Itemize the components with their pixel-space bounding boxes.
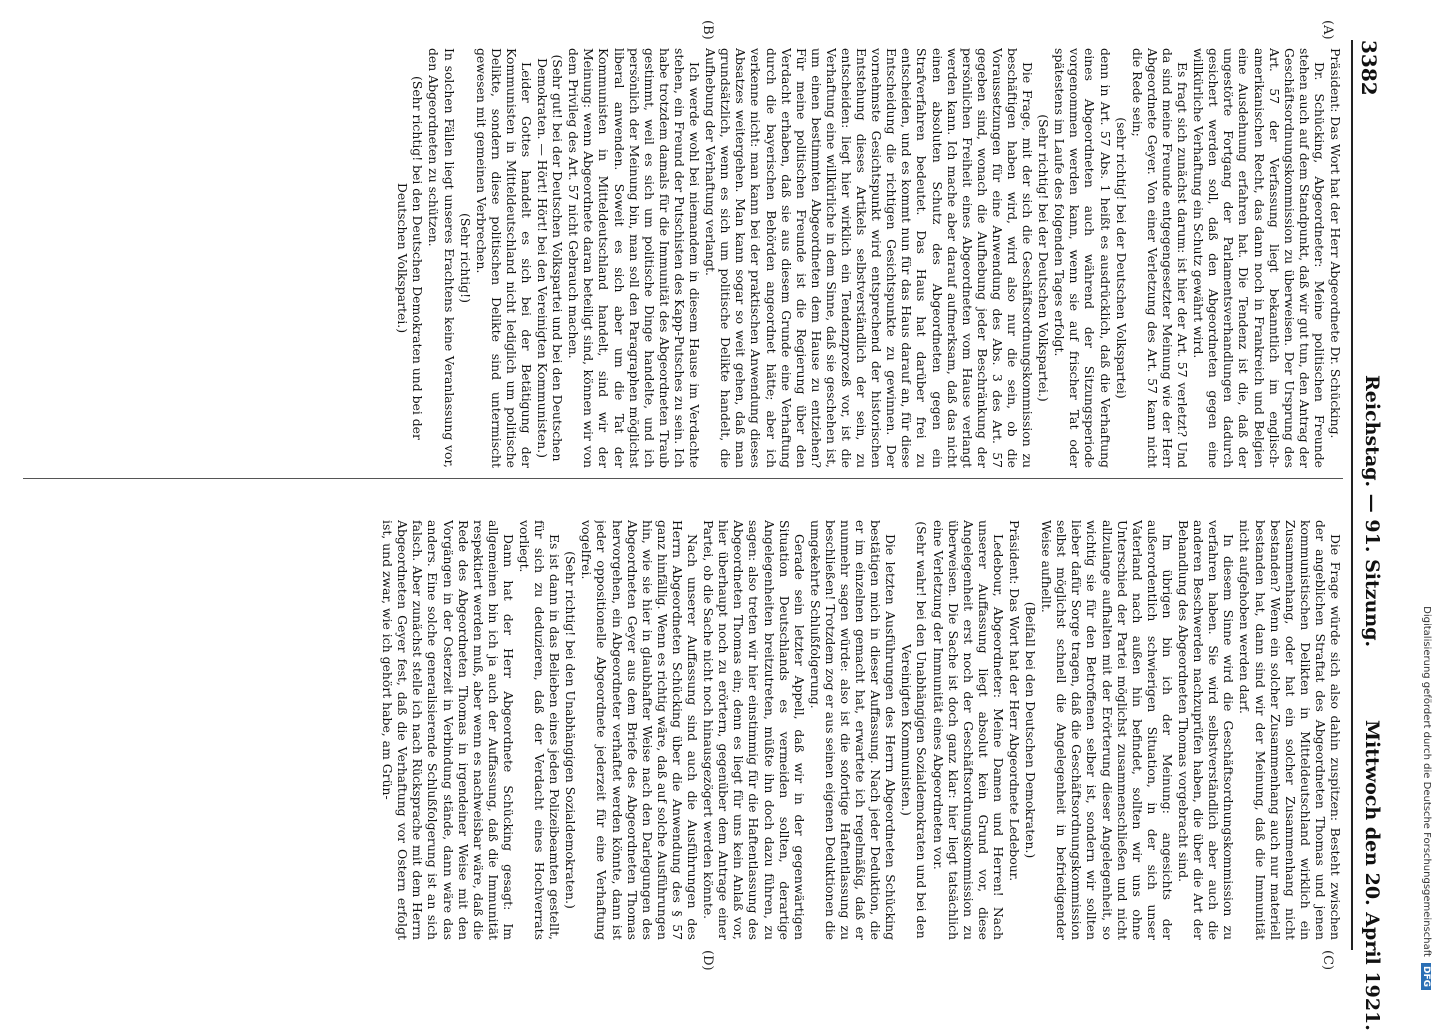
interjection: (Beifall bei den Deutschen Demokraten.) [1023,601,1039,859]
paragraph: Ich werde wohl bei niemandem in diesem Hause im Verdachte stehen, ein Freund der Putschisten des Kapp-Putsches zu sein. Ich habe trotzdem damals für die Immunität des Abgeordneten Traub gestimmt, weil es sich um politische Dinge handelte, und ich persönlich der Meinung bin, man soll den Paragraphen möglichst liberal anwenden. Soweit es sich aber um die Tat der Kommunisten in Mitteldeutschland handelt, sind wir der Meinung: wenn Abgeordnete daran beteiligt sind, können wir von dem Privileg des Art. 57 nicht Gebrauch machen. [566,48,703,468]
session-title: Reichstag. — 91. Sitzung. [1361,375,1383,648]
margin-marker-c: (C) [1320,950,1335,971]
paragraph: Gerade sein letzter Appell, daß wir in der gegenwärtigen Situation Deutschlands es vermeiden sollten, derartige Angelegenheiten breitzutreten, müßte ihn doch dazu führen, zu sagen: also treten wir hier einstimmig für die Haftentlassung des Abgeordneten Thomas ein; denn es liegt für uns kein Anlaß vor, hier überhaupt noch zu erörtern, gegenüber dem Antrage einer Partei, ob die Sache nicht noch hinausgezögert werden könnte. [701,520,807,940]
header-rule [1351,40,1353,950]
left-column [23,48,1343,468]
interjection: (Sehr richtig!) [457,213,473,303]
paragraph: denn in Art. 57 Abs. 1 heißt es ausdrücklich, daß die Verhaftung eines Abgeordneten auch während der Sitzungsperiode vorgenommen werden kann, wenn sie auf frischer Tat oder spätestens im Laufe des folgenden Tages erfolgt. [1052,48,1113,468]
paragraph: Im übrigen bin ich der Meinung: angesichts der außerordentlich schwierigen Situation, in der sich unser Vaterland nach außen hin befindet, sollten wir uns ohne Unterschied der Partei möglichst zusammenschließen und nicht allzulange aufhalten mit der Erörterung dieser Angelegenheit, so wichtig sie für den Betroffenen selber ist, sondern wir sollten lieber dafür Sorge tragen, daß die Geschäftsordnungskommission selbst möglichst schnell die Angelegenheit in befriedigender Weise aufhellt. [1039,520,1175,940]
paragraph: Die letzten Ausführungen des Herrn Abgeordneten Schücking bestätigen mich in dieser Auffassung. Nach jeder Deduktion, die er im einzelnen gemacht hat, erwartete ich regelmäßig, daß er nunmehr sagen würde: also ist die sofortige Haftentlassung zu beschließen! Trotzdem zog er aus seinen eigenen Deduktionen die umgekehrte Schlußfolgerung. [807,520,899,940]
interjection: (sehr richtig! bei der Deutschen Volkspartei) [1113,117,1129,399]
paragraph: In diesem Sinne wird die Geschäftsordnungskommission zu verfahren haben. Sie wird selbstverständlich aber auch die anderen Beschwerden nachzuprüfen haben, die über die Art der Behandlung des Abgeordneten Thomas vorgebracht sind. [1176,520,1237,940]
paragraph: Dr. Schücking, Abgeordneter: Meine politischen Freunde stehen auch auf dem Standpunkt, daß wir gut tun, den Antrag der Geschäftsordnungskommission zu überweisen. Der Ursprung des Art. 57 der Verfassung liegt bekanntlich im englisch-amerikanischen Recht, das dann noch in Frankreich und Belgien eine Ausdehnung erfahren hat. Die Tendenz ist die, daß der ungestörte Fortgang der Parlamentsverhandlungen dadurch gesichert werden soll, daß den Abgeordneten gegen eine willkürliche Verhaftung ein Schutz gewährt wird. [1191,48,1327,468]
funding-text: Digitalisierung gefördert durch die Deutsche Forschungsgemeinschaft [1421,606,1432,957]
interjection: (Sehr wahr! bei den Unabhängigen Sozialdemokraten und bei den Vereinigten Kommunisten.) [899,521,930,939]
interjection: (Sehr richtig! bei der Deutschen Volkspartei.) [1036,114,1052,402]
interjection: (Sehr richtig! bei den Unabhängigen Sozialdemokraten.) [563,551,579,909]
interjection: (Sehr gut! bei der Deutschen Volkspartei und bei den Deutschen Demokraten. — Hört! Hört! bei den Vereinigten Kommunisten.) [535,54,566,462]
page-number: 3382 [1357,40,1381,96]
column-divider [23,478,1343,479]
paragraph: Dann hat der Herr Abgeordnete Schücking gesagt: Im allgemeinen bin ich ja auch der Auffassung, daß die Immunität respektiert werden muß, aber wenn es nachweisbar wäre, daß die Rede des Abgeordneten Thomas in irgendeiner Weise mit den Vorgängen in der Osterzeit in Verbindung stände, dann wäre das anders. Eine solche generalisierende Schlußfolgerung ist an sich falsch. Aber zunächst stelle ich nach Rücksprache mit dem Herrn Abgeordneten Geyer fest, daß die Verhaftung vor Ostern erfolgt ist, und zwar, wie ich gehört habe, am Grün- [380,520,516,940]
paragraph: Es ist dann in das Belieben eines jeden Polizeibeamten gestellt, für sich zu deduzieren, daß der Verdacht eines Hochverrats vorliegt. [517,520,563,940]
paragraph: Nach unserer Auffassung sind auch die Ausführungen des Herrn Abgeordneten Schücking über die Anwendung des § 57 ganz hinfällig. Wenn es richtig wäre, daß auf solche Ausführungen hin, wie sie hier in glaubhafter Weise nach den Darlegungen des Abgeordneten Geyer aus dem Briefe des Abgeordneten Thomas hervorgehen, ein Abgeordneter verhaftet werden könnte, dann ist jeder oppositionelle Abgeordnete jederzeit für eine Verhaftung vogelfrei. [579,520,701,940]
paragraph: Es fragt sich zunächst darum: ist hier der Art. 57 verletzt? Und da sind meine Freunde entgegengesetzter Meinung wie der Herr Abgeordnete Geyer. Von einer Verletzung des Art. 57 kann nicht die Rede sein; [1129,48,1191,468]
interjection: (Sehr richtig! bei den Deutschen Demokraten und bei der Deutschen Volkspartei.) [395,76,426,440]
page-header [1353,40,1387,1031]
funding-note [1418,10,1432,990]
paragraph: In solchen Fällen liegt unseres Erachtens keine Veranlassung vor, den Abgeordneten zu schützen. [426,48,457,468]
margin-marker-a: (A) [1320,20,1335,40]
right-column [23,520,1343,940]
paragraph: Präsident: Das Wort hat der Herr Abgeordnete Dr. Schücking. [1328,48,1343,439]
paragraph: Ledebour, Abgeordneter: Meine Damen und Herren! Nach unserer Auffassung liegt absolut kein Grund vor, diese Angelegenheit erst noch der Geschäftsordnungskommission zu überweisen. Die Sache ist doch ganz klar: hier liegt tatsächlich eine Verletzung der Immunität eines Abgeordneten vor. [930,520,1006,940]
dfg-logo: DFG [1421,963,1431,990]
paragraph: Die Frage würde sich also dahin zuspitzen: Besteht zwischen der angeblichen Straftat des Abgeordneten Thomas und jenen kommunistischen Delikten in Mitteldeutschland wirklich ein Zusammenhang, oder hat ein solcher Zusammenhang nicht bestanden? Wenn ein solcher Zusammenhang auch nur materiell bestanden hat, dann sind wir der Meinung, daß die Immunität nicht aufgehoben werden darf. [1237,520,1343,940]
paragraph: Die Frage, mit der sich die Geschäftsordnungskommission zu beschäftigen haben wird, wird also nur die sein, ob die Voraussetzungen für eine Anwendung des Abs. 3 des Art. 57 gegeben sind, wonach die Aufhebung jeder Beschränkung der persönlichen Freiheit eines Abgeordneten vom Hause verlangt werden kann. Ich mache aber darauf aufmerksam, daß das nicht einen absoluten Schutz des Abgeordneten gegen ein Strafverfahren bedeutet. Das Haus hat darüber frei zu entscheiden, und es kommt nun für das Haus darauf an, für diese Entscheidung die richtigen Gesichtspunkte zu gewinnen. Der vornehmste Gesichtspunkt wird entsprechend der historischen Entstehung dieses Artikels selbstverständlich der sein, zu entscheiden: liegt hier wirklich ein Tendenzprozeß vor, ist die Verhaftung eine willkürliche in dem Sinne, daß sie geschehen ist, um einen bestimmten Abgeordneten dem Hause zu entziehen? Für meine politischen Freunde ist die Regierung über den Verdacht erhaben, daß sie aus diesem Grunde eine Verhaftung durch die bayerischen Behörden angeordnet hätte; aber ich verkenne nicht: man kann bei der praktischen Anwendung dieses Absatzes weitergehen. Man kann sogar so weit gehen, daß man grundsätzlich, wenn es sich um politische Delikte handelt, die Aufhebung der Verhaftung verlangt. [703,48,1036,468]
paragraph: Präsident: Das Wort hat der Herr Abgeordnete Ledebour. [1007,520,1023,882]
margin-marker-d: (D) [700,950,715,971]
margin-marker-b: (B) [700,20,715,40]
session-date: Mittwoch den 20. April 1921. [1361,720,1383,1031]
paragraph: Leider Gottes handelt es sich bei der Betätigung der Kommunisten in Mitteldeutschland nicht lediglich um politische Delikte, sondern diese politischen Delikte sind untermischt gewesen mit gemeinen Verbrechen. [473,48,535,468]
